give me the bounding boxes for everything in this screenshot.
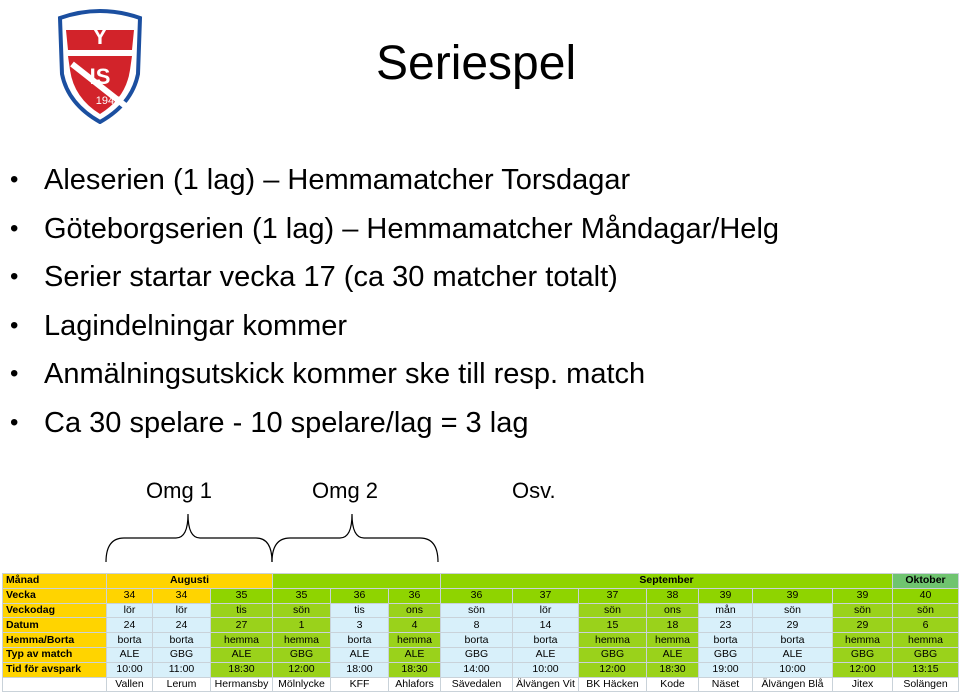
month-oktober: Oktober <box>893 574 959 589</box>
table-row <box>3 633 959 648</box>
table-cell: ALE <box>107 647 153 662</box>
row-label: Typ av match <box>3 647 107 662</box>
bullet-item: • Serier startar vecka 17 (ca 30 matcher totalt) <box>8 257 779 306</box>
round-label-etc: Osv. <box>512 478 556 503</box>
table-cell: 8 <box>441 618 513 633</box>
table-cell: 24 <box>107 618 153 633</box>
table-cell: 10:00 <box>753 662 833 677</box>
table-cell: 11:00 <box>153 662 211 677</box>
table-cell: ALE <box>331 647 389 662</box>
row-label <box>3 677 107 692</box>
table-cell: Älvängen Blå <box>753 677 833 692</box>
table-cell: 40 <box>893 588 959 603</box>
bullet-item: • Anmälningsutskick kommer ske till resp. match <box>8 354 779 403</box>
table-cell: ons <box>647 603 699 618</box>
table-cell: sön <box>579 603 647 618</box>
table-cell: Mölnlycke <box>273 677 331 692</box>
table-cell: 12:00 <box>833 662 893 677</box>
table-cell: Jitex <box>833 677 893 692</box>
table-cell: sön <box>273 603 331 618</box>
table-cell: sön <box>441 603 513 618</box>
table-cell: borta <box>153 633 211 648</box>
table-cell: GBG <box>579 647 647 662</box>
table-row <box>3 588 959 603</box>
round-brackets <box>0 500 460 576</box>
table-cell: lör <box>153 603 211 618</box>
row-label: Vecka <box>3 588 107 603</box>
table-cell: borta <box>753 633 833 648</box>
table-cell: 37 <box>513 588 579 603</box>
table-cell: 34 <box>153 588 211 603</box>
table-cell: 37 <box>579 588 647 603</box>
table-cell: 29 <box>753 618 833 633</box>
club-logo <box>52 4 148 124</box>
logo-letters: IS <box>89 64 111 89</box>
month-september: September <box>441 574 893 589</box>
table-cell: Lerum <box>153 677 211 692</box>
month-augusti: Augusti <box>107 574 273 589</box>
month-cell <box>273 574 441 589</box>
table-cell: sön <box>753 603 833 618</box>
table-cell: 27 <box>211 618 273 633</box>
table-cell: ALE <box>647 647 699 662</box>
table-cell: ALE <box>211 647 273 662</box>
table-cell: 29 <box>833 618 893 633</box>
table-cell: sön <box>893 603 959 618</box>
row-label: Datum <box>3 618 107 633</box>
bullet-icon: • <box>10 214 19 242</box>
table-cell: hemma <box>389 633 441 648</box>
bullet-item: • Lagindelningar kommer <box>8 306 779 355</box>
month-row <box>3 574 959 589</box>
bullet-list <box>8 160 779 451</box>
table-cell: Ahlafors <box>389 677 441 692</box>
table-cell: ons <box>389 603 441 618</box>
table-cell: ALE <box>753 647 833 662</box>
table-cell: 13:15 <box>893 662 959 677</box>
table-cell: 24 <box>153 618 211 633</box>
table-cell: hemma <box>647 633 699 648</box>
table-cell: 39 <box>753 588 833 603</box>
table-cell: hemma <box>273 633 331 648</box>
table-cell: 15 <box>579 618 647 633</box>
table-cell: 12:00 <box>579 662 647 677</box>
table-cell: 18:30 <box>211 662 273 677</box>
table-cell: 34 <box>107 588 153 603</box>
table-cell: Sävedalen <box>441 677 513 692</box>
table-cell: 36 <box>441 588 513 603</box>
table-cell: lör <box>107 603 153 618</box>
table-cell: GBG <box>273 647 331 662</box>
table-cell: tis <box>331 603 389 618</box>
table-cell: 18:30 <box>647 662 699 677</box>
table-cell: 35 <box>273 588 331 603</box>
table-cell: Näset <box>699 677 753 692</box>
table-cell: hemma <box>579 633 647 648</box>
round-1-brace <box>106 514 272 562</box>
table-cell: 39 <box>833 588 893 603</box>
table-cell: 10:00 <box>513 662 579 677</box>
table-row <box>3 662 959 677</box>
bullet-item: • Ca 30 spelare - 10 spelare/lag = 3 lag <box>8 403 779 452</box>
bullet-icon: • <box>10 408 19 436</box>
table-cell: borta <box>441 633 513 648</box>
round-label-2: Omg 2 <box>312 478 379 503</box>
table-cell: 18:00 <box>331 662 389 677</box>
table-cell: 12:00 <box>273 662 331 677</box>
table-row <box>3 618 959 633</box>
table-cell: 39 <box>699 588 753 603</box>
bullet-item: • Aleserien (1 lag) – Hemmamatcher Torsdagar <box>8 160 779 209</box>
table-cell: GBG <box>893 647 959 662</box>
table-cell: 36 <box>389 588 441 603</box>
table-cell: ALE <box>513 647 579 662</box>
table-cell: 14:00 <box>441 662 513 677</box>
table-row <box>3 603 959 618</box>
bullet-icon: • <box>10 263 19 290</box>
table-row <box>3 647 959 662</box>
table-cell: hemma <box>211 633 273 648</box>
table-cell: GBG <box>833 647 893 662</box>
match-schedule-table <box>2 573 959 692</box>
table-cell: lör <box>513 603 579 618</box>
table-cell: GBG <box>153 647 211 662</box>
table-cell: Hermansby <box>211 677 273 692</box>
table-cell: borta <box>513 633 579 648</box>
table-cell: GBG <box>441 647 513 662</box>
table-row <box>3 677 959 692</box>
table-cell: sön <box>833 603 893 618</box>
slide-title: Seriespel <box>376 37 577 90</box>
table-cell: hemma <box>893 633 959 648</box>
table-cell: ALE <box>389 647 441 662</box>
row-label: Månad <box>3 574 107 589</box>
bullet-icon: • <box>10 166 19 193</box>
table-cell: 35 <box>211 588 273 603</box>
bullet-icon: • <box>10 311 19 339</box>
row-label: Tid för avspark <box>3 662 107 677</box>
table-cell: Älvängen Vit <box>513 677 579 692</box>
table-cell: Solängen <box>893 677 959 692</box>
table-cell: 6 <box>893 618 959 633</box>
table-cell: borta <box>699 633 753 648</box>
bullet-item: • Göteborgserien (1 lag) – Hemmamatcher Måndagar/Helg <box>8 209 779 258</box>
row-label: Hemma/Borta <box>3 633 107 648</box>
table-cell: borta <box>331 633 389 648</box>
table-cell: 19:00 <box>699 662 753 677</box>
table-cell: tis <box>211 603 273 618</box>
round-2-brace <box>272 514 438 562</box>
logo-year: 1947 <box>95 95 121 107</box>
table-cell: KFF <box>331 677 389 692</box>
table-cell: 36 <box>331 588 389 603</box>
table-cell: 38 <box>647 588 699 603</box>
table-cell: 4 <box>389 618 441 633</box>
table-cell: 18 <box>647 618 699 633</box>
row-label: Veckodag <box>3 603 107 618</box>
table-cell: 23 <box>699 618 753 633</box>
table-cell: 1 <box>273 618 331 633</box>
table-cell: borta <box>107 633 153 648</box>
bullet-icon: • <box>10 360 19 387</box>
table-cell: GBG <box>699 647 753 662</box>
table-cell: mån <box>699 603 753 618</box>
table-cell: 10:00 <box>107 662 153 677</box>
table-cell: 18:30 <box>389 662 441 677</box>
logo-top-letter: Y <box>92 24 108 49</box>
table-cell: 3 <box>331 618 389 633</box>
round-label-1: Omg 1 <box>146 478 213 503</box>
table-cell: hemma <box>833 633 893 648</box>
table-cell: 14 <box>513 618 579 633</box>
table-cell: Kode <box>647 677 699 692</box>
table-cell: BK Häcken <box>579 677 647 692</box>
table-cell: Vallen <box>107 677 153 692</box>
